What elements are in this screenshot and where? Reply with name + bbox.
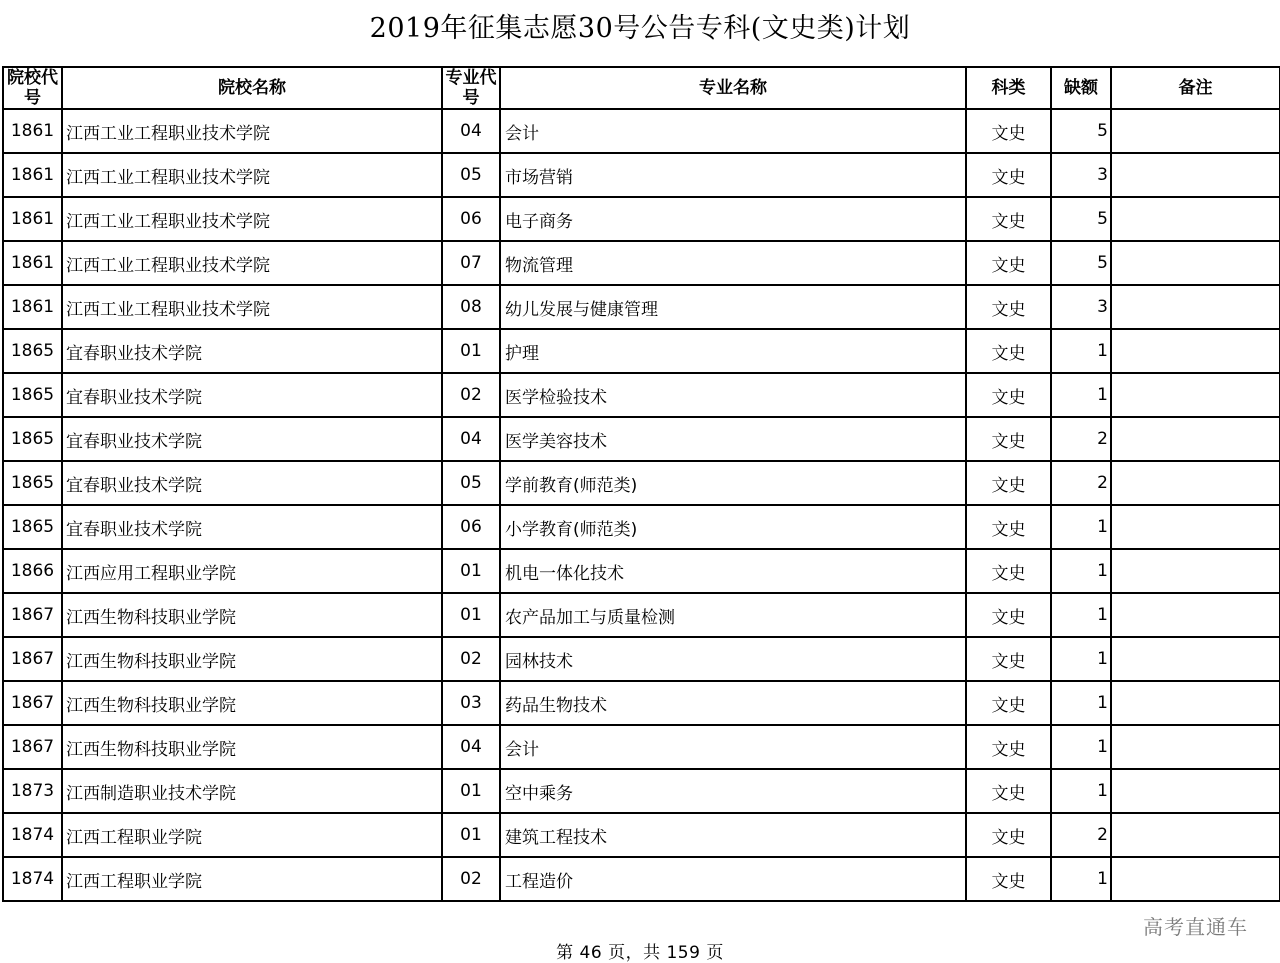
cell-school-name: 宜春职业技术学院 — [62, 461, 442, 505]
cell-vacancy: 3 — [1051, 153, 1111, 197]
cell-remark — [1111, 197, 1280, 241]
cell-vacancy: 5 — [1051, 197, 1111, 241]
table-body — [3, 109, 1280, 901]
page-number: 第 46 页，共 159 页 — [556, 943, 724, 963]
cell-remark — [1111, 813, 1280, 857]
cell-school-name: 江西工业工程职业技术学院 — [62, 197, 442, 241]
cell-vacancy: 1 — [1051, 637, 1111, 681]
cell-category: 文史 — [966, 681, 1051, 725]
table-row — [3, 813, 1280, 857]
cell-school-code: 1867 — [3, 637, 62, 681]
cell-remark — [1111, 857, 1280, 901]
cell-major-code: 02 — [442, 857, 500, 901]
cell-school-code: 1866 — [3, 549, 62, 593]
cell-school-code: 1873 — [3, 769, 62, 813]
table-row — [3, 461, 1280, 505]
watermark: 高考直通车 — [1143, 915, 1248, 939]
cell-major-name: 农产品加工与质量检测 — [500, 593, 966, 637]
cell-major-name: 医学美容技术 — [500, 417, 966, 461]
cell-vacancy: 1 — [1051, 373, 1111, 417]
cell-major-name: 机电一体化技术 — [500, 549, 966, 593]
header-school-code: 院校代号 — [3, 67, 62, 109]
cell-major-code: 01 — [442, 593, 500, 637]
cell-major-code: 08 — [442, 285, 500, 329]
cell-vacancy: 1 — [1051, 725, 1111, 769]
cell-school-name: 江西工程职业学院 — [62, 857, 442, 901]
cell-remark — [1111, 153, 1280, 197]
cell-major-name: 建筑工程技术 — [500, 813, 966, 857]
cell-remark — [1111, 241, 1280, 285]
cell-major-code: 05 — [442, 153, 500, 197]
cell-major-name: 空中乘务 — [500, 769, 966, 813]
cell-school-name: 江西工业工程职业技术学院 — [62, 285, 442, 329]
cell-remark — [1111, 549, 1280, 593]
cell-category: 文史 — [966, 285, 1051, 329]
cell-category: 文史 — [966, 109, 1051, 153]
cell-remark — [1111, 637, 1280, 681]
table-row — [3, 857, 1280, 901]
cell-school-name: 江西应用工程职业学院 — [62, 549, 442, 593]
cell-category: 文史 — [966, 813, 1051, 857]
cell-category: 文史 — [966, 461, 1051, 505]
cell-vacancy: 2 — [1051, 813, 1111, 857]
table-row — [3, 153, 1280, 197]
table-row — [3, 329, 1280, 373]
cell-major-name: 护理 — [500, 329, 966, 373]
header-category: 科类 — [966, 67, 1051, 109]
header-major-name: 专业名称 — [500, 67, 966, 109]
cell-remark — [1111, 593, 1280, 637]
cell-major-name: 园林技术 — [500, 637, 966, 681]
cell-major-code: 06 — [442, 505, 500, 549]
cell-major-code: 01 — [442, 549, 500, 593]
cell-major-name: 电子商务 — [500, 197, 966, 241]
table-row — [3, 197, 1280, 241]
cell-school-name: 江西生物科技职业学院 — [62, 593, 442, 637]
header-major-code: 专业代号 — [442, 67, 500, 109]
cell-major-code: 04 — [442, 725, 500, 769]
cell-vacancy: 3 — [1051, 285, 1111, 329]
cell-vacancy: 1 — [1051, 857, 1111, 901]
cell-major-name: 工程造价 — [500, 857, 966, 901]
cell-school-code: 1874 — [3, 813, 62, 857]
table-row — [3, 769, 1280, 813]
cell-category: 文史 — [966, 549, 1051, 593]
cell-school-code: 1865 — [3, 461, 62, 505]
table-row — [3, 417, 1280, 461]
cell-school-code: 1861 — [3, 241, 62, 285]
table-row — [3, 285, 1280, 329]
cell-vacancy: 1 — [1051, 505, 1111, 549]
cell-school-name: 宜春职业技术学院 — [62, 329, 442, 373]
cell-remark — [1111, 725, 1280, 769]
header-remark: 备注 — [1111, 67, 1280, 109]
cell-category: 文史 — [966, 329, 1051, 373]
cell-major-code: 02 — [442, 373, 500, 417]
cell-vacancy: 1 — [1051, 593, 1111, 637]
cell-school-name: 江西生物科技职业学院 — [62, 681, 442, 725]
table-header — [3, 67, 1280, 109]
cell-remark — [1111, 109, 1280, 153]
cell-major-name: 会计 — [500, 109, 966, 153]
cell-vacancy: 1 — [1051, 329, 1111, 373]
table-row — [3, 373, 1280, 417]
table-row — [3, 637, 1280, 681]
cell-remark — [1111, 329, 1280, 373]
cell-vacancy: 1 — [1051, 549, 1111, 593]
cell-school-name: 江西工程职业学院 — [62, 813, 442, 857]
cell-school-code: 1865 — [3, 329, 62, 373]
cell-major-name: 医学检验技术 — [500, 373, 966, 417]
cell-major-name: 药品生物技术 — [500, 681, 966, 725]
cell-major-code: 01 — [442, 329, 500, 373]
cell-remark — [1111, 769, 1280, 813]
cell-school-name: 江西工业工程职业技术学院 — [62, 153, 442, 197]
cell-school-code: 1861 — [3, 109, 62, 153]
cell-category: 文史 — [966, 637, 1051, 681]
cell-remark — [1111, 417, 1280, 461]
cell-major-name: 市场营销 — [500, 153, 966, 197]
cell-major-code: 02 — [442, 637, 500, 681]
cell-category: 文史 — [966, 197, 1051, 241]
cell-school-code: 1865 — [3, 505, 62, 549]
cell-category: 文史 — [966, 417, 1051, 461]
cell-school-code: 1867 — [3, 725, 62, 769]
cell-school-name: 宜春职业技术学院 — [62, 417, 442, 461]
cell-remark — [1111, 285, 1280, 329]
cell-vacancy: 1 — [1051, 769, 1111, 813]
cell-major-name: 学前教育(师范类) — [500, 461, 966, 505]
cell-major-name: 会计 — [500, 725, 966, 769]
cell-category: 文史 — [966, 857, 1051, 901]
cell-remark — [1111, 505, 1280, 549]
cell-major-code: 06 — [442, 197, 500, 241]
cell-school-name: 江西工业工程职业技术学院 — [62, 109, 442, 153]
cell-school-name: 宜春职业技术学院 — [62, 373, 442, 417]
cell-vacancy: 2 — [1051, 417, 1111, 461]
cell-remark — [1111, 373, 1280, 417]
table-row — [3, 109, 1280, 153]
cell-vacancy: 5 — [1051, 109, 1111, 153]
cell-school-code: 1861 — [3, 285, 62, 329]
cell-major-name: 小学教育(师范类) — [500, 505, 966, 549]
cell-vacancy: 1 — [1051, 681, 1111, 725]
cell-school-name: 宜春职业技术学院 — [62, 505, 442, 549]
cell-vacancy: 2 — [1051, 461, 1111, 505]
cell-major-name: 幼儿发展与健康管理 — [500, 285, 966, 329]
cell-school-name: 江西生物科技职业学院 — [62, 637, 442, 681]
cell-major-name: 物流管理 — [500, 241, 966, 285]
cell-remark — [1111, 461, 1280, 505]
cell-school-code: 1865 — [3, 373, 62, 417]
cell-school-code: 1861 — [3, 197, 62, 241]
cell-category: 文史 — [966, 505, 1051, 549]
cell-school-code: 1865 — [3, 417, 62, 461]
page-title: 2019年征集志愿30号公告专科(文史类)计划 — [369, 13, 911, 44]
cell-remark — [1111, 681, 1280, 725]
cell-major-code: 01 — [442, 769, 500, 813]
cell-category: 文史 — [966, 153, 1051, 197]
table-row — [3, 241, 1280, 285]
cell-school-name: 江西制造职业技术学院 — [62, 769, 442, 813]
cell-category: 文史 — [966, 241, 1051, 285]
enrollment-plan-table — [2, 66, 1280, 902]
cell-major-code: 01 — [442, 813, 500, 857]
cell-school-code: 1874 — [3, 857, 62, 901]
cell-major-code: 03 — [442, 681, 500, 725]
cell-major-code: 04 — [442, 417, 500, 461]
cell-major-code: 04 — [442, 109, 500, 153]
cell-school-code: 1861 — [3, 153, 62, 197]
cell-category: 文史 — [966, 373, 1051, 417]
table-row — [3, 549, 1280, 593]
cell-school-code: 1867 — [3, 681, 62, 725]
table-row — [3, 725, 1280, 769]
cell-major-code: 05 — [442, 461, 500, 505]
cell-school-name: 江西工业工程职业技术学院 — [62, 241, 442, 285]
cell-category: 文史 — [966, 725, 1051, 769]
table-row — [3, 593, 1280, 637]
cell-school-name: 江西生物科技职业学院 — [62, 725, 442, 769]
cell-school-code: 1867 — [3, 593, 62, 637]
cell-major-code: 07 — [442, 241, 500, 285]
header-school-name: 院校名称 — [62, 67, 442, 109]
table-row — [3, 505, 1280, 549]
cell-category: 文史 — [966, 593, 1051, 637]
cell-vacancy: 5 — [1051, 241, 1111, 285]
header-vacancy: 缺额 — [1051, 67, 1111, 109]
cell-category: 文史 — [966, 769, 1051, 813]
table-row — [3, 681, 1280, 725]
